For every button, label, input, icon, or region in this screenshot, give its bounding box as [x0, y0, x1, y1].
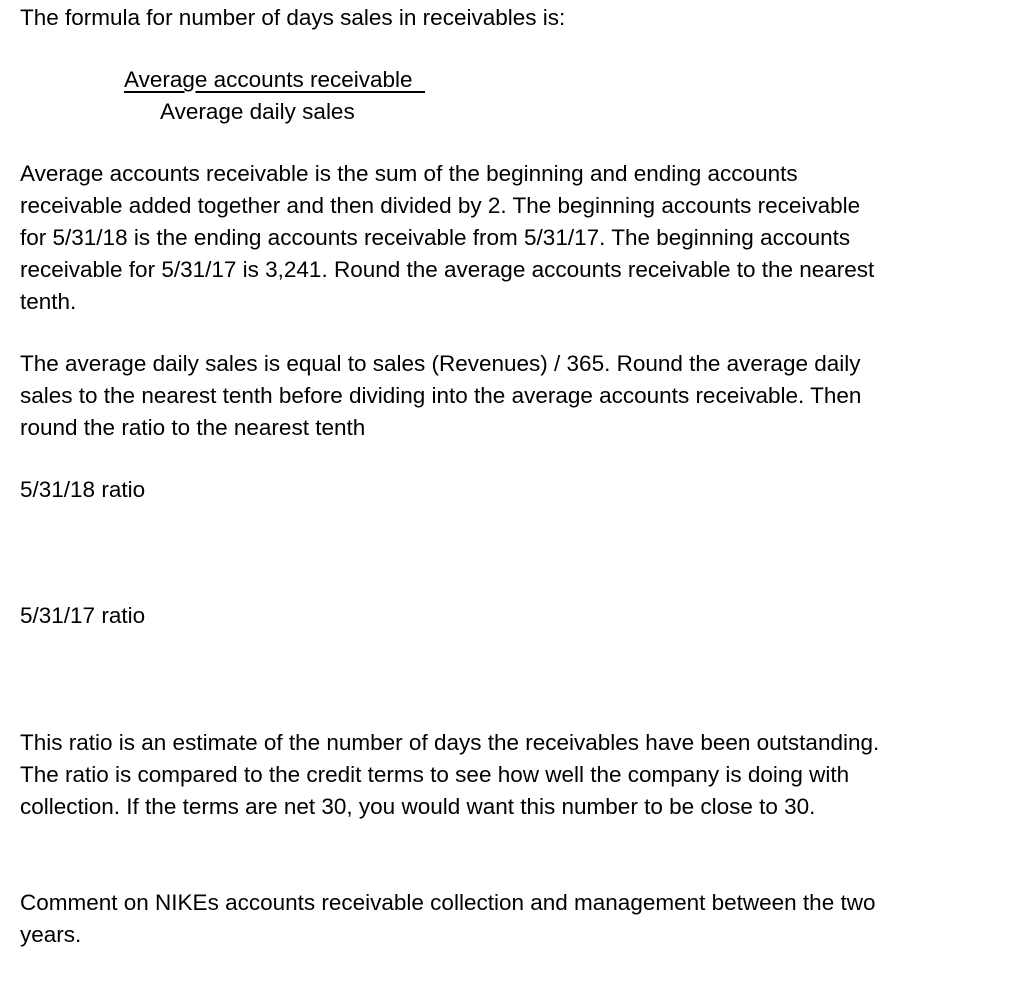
paragraph-line: This ratio is an estimate of the number of days the receivables have been outstanding.	[20, 730, 880, 755]
ratio-2017-label: 5/31/17 ratio	[20, 603, 146, 628]
paragraph-line: The ratio is compared to the credit terms to see how well the company is doing with	[20, 762, 850, 787]
paragraph-line: collection. If the terms are net 30, you would want this number to be close to 30.	[20, 794, 816, 819]
formula-intro: The formula for number of days sales in receivables is:	[20, 5, 566, 30]
paragraph-line: tenth.	[20, 289, 77, 314]
paragraph-line: The average daily sales is equal to sales (Revenues) / 365. Round the average daily	[20, 351, 861, 376]
paragraph-line: for 5/31/18 is the ending accounts receivable from 5/31/17. The beginning accounts	[20, 225, 851, 250]
paragraph-line: receivable for 5/31/17 is 3,241. Round the average accounts receivable to the nearest	[20, 257, 875, 282]
paragraph-line: sales to the nearest tenth before dividing into the average accounts receivable. Then	[20, 383, 862, 408]
paragraph-line: receivable added together and then divided by 2. The beginning accounts receivable	[20, 193, 861, 218]
paragraph-line: round the ratio to the nearest tenth	[20, 415, 366, 440]
ratio-2018-label: 5/31/18 ratio	[20, 477, 146, 502]
formula-numerator: Average accounts receivable	[124, 67, 426, 92]
paragraph-line: Comment on NIKEs accounts receivable collection and management between the two	[20, 890, 876, 915]
paragraph-line: years.	[20, 922, 82, 947]
formula-denominator: Average daily sales	[160, 99, 355, 124]
paragraph-line: Average accounts receivable is the sum of the beginning and ending accounts	[20, 161, 798, 186]
